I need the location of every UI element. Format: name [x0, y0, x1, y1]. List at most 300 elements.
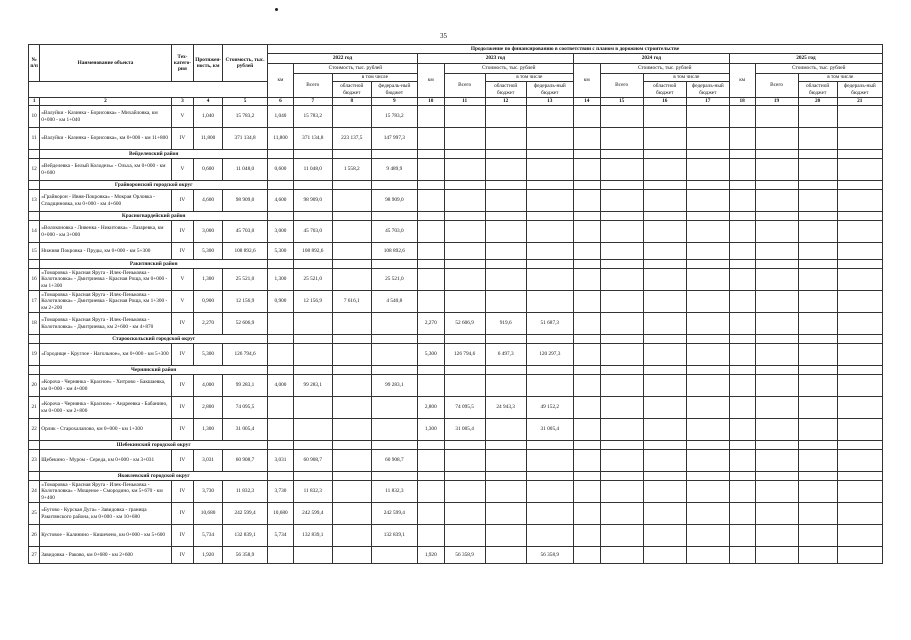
table-row [29, 159, 883, 181]
empty-cell [755, 159, 798, 181]
empty-cell [526, 212, 573, 221]
empty-cell [686, 344, 729, 366]
year-2023-value [417, 221, 444, 243]
empty-cell [600, 397, 643, 419]
empty-cell [686, 128, 729, 150]
header-including: в том числе [643, 74, 729, 82]
year-2022-value [332, 375, 371, 397]
empty-cell [485, 335, 526, 344]
empty-cell [798, 128, 837, 150]
header-no: № п/п [29, 45, 40, 82]
year-2022-value [371, 547, 417, 564]
year-2023-value [485, 159, 526, 181]
empty-cell [268, 335, 294, 344]
empty-cell [573, 212, 600, 221]
header-cost-sub: Стоимость, тыс. рублей [293, 64, 417, 74]
empty-cell [755, 190, 798, 212]
year-2023-value [526, 291, 573, 313]
total-cost: 15 783,2 [222, 106, 267, 128]
column-number: 2 [40, 98, 171, 106]
total-cost: 74 095,5 [222, 397, 267, 419]
empty-cell [729, 419, 755, 441]
tech-category: V [171, 159, 194, 181]
empty-cell [755, 221, 798, 243]
empty-cell [526, 366, 573, 375]
year-2022-value: 9 489,9 [371, 159, 417, 181]
empty-cell [268, 150, 294, 159]
year-2022-value: 11 832,3 [293, 481, 332, 503]
empty-cell [268, 212, 294, 221]
empty-cell [643, 450, 686, 472]
empty-cell [600, 159, 643, 181]
year-2023-value [485, 547, 526, 564]
table-row [29, 419, 883, 441]
header-cost-sub: Стоимость, тыс. рублей [755, 64, 882, 74]
empty-cell [643, 212, 686, 221]
empty-cell [371, 441, 417, 450]
empty-cell [798, 503, 837, 525]
object-name: Орлик - Старохалапово, км 0+000 - км 1+300 [40, 419, 171, 441]
empty-cell [686, 525, 729, 547]
section-title: Вейделевский район [40, 150, 268, 159]
empty-cell [29, 335, 40, 344]
year-2022-value: 223 137,5 [332, 128, 371, 150]
tech-category: V [171, 269, 194, 291]
row-number: 25 [29, 503, 40, 525]
year-2022-value: 60 908,7 [293, 450, 332, 472]
year-2023-value: 31 005,4 [444, 419, 485, 441]
year-2023-value [526, 243, 573, 260]
empty-cell [573, 335, 600, 344]
empty-cell [371, 181, 417, 190]
empty-cell [417, 366, 444, 375]
empty-cell [729, 375, 755, 397]
year-2023-value [444, 190, 485, 212]
empty-cell [837, 181, 882, 190]
year-2023-value [444, 159, 485, 181]
empty-cell [755, 269, 798, 291]
year-2023-value [444, 481, 485, 503]
empty-cell [643, 181, 686, 190]
tech-category: IV [171, 375, 194, 397]
empty-cell [837, 547, 882, 564]
empty-cell [837, 128, 882, 150]
empty-cell [643, 106, 686, 128]
year-2023-value [526, 221, 573, 243]
empty-cell [729, 366, 755, 375]
empty-cell [600, 375, 643, 397]
section-row [29, 472, 883, 481]
table-row [29, 190, 883, 212]
empty-cell [573, 291, 600, 313]
column-number: 14 [573, 98, 600, 106]
object-name: «Короча - Чернянка - Красное» - Андреевка - Бабанино, км 0+000 - км 2+800 [40, 397, 171, 419]
empty-cell [600, 419, 643, 441]
empty-cell [729, 525, 755, 547]
header-federal: федераль-ный бюджет [686, 82, 729, 98]
empty-cell [837, 450, 882, 472]
header-year-2025: 2025 год [729, 54, 882, 64]
empty-cell [686, 419, 729, 441]
empty-cell [837, 525, 882, 547]
empty-cell [798, 419, 837, 441]
empty-cell [29, 366, 40, 375]
year-2023-value [485, 419, 526, 441]
empty-cell [755, 397, 798, 419]
empty-cell [643, 481, 686, 503]
year-2022-value: 0,600 [268, 159, 294, 181]
empty-cell [417, 181, 444, 190]
empty-cell [837, 150, 882, 159]
year-2023-value: 51 687,3 [526, 313, 573, 335]
year-2022-value: 3,031 [268, 450, 294, 472]
empty-cell [293, 181, 332, 190]
empty-cell [29, 472, 40, 481]
row-number: 20 [29, 375, 40, 397]
empty-cell [526, 472, 573, 481]
empty-cell [686, 450, 729, 472]
table-row [29, 291, 883, 313]
empty-cell [755, 419, 798, 441]
tech-category: IV [171, 243, 194, 260]
tech-category: V [171, 291, 194, 313]
header-cost: Стоимость, тыс. рублей [222, 45, 267, 82]
empty-cell [686, 366, 729, 375]
empty-cell [29, 150, 40, 159]
empty-cell [526, 441, 573, 450]
empty-cell [798, 344, 837, 366]
header-km: км [573, 64, 600, 98]
year-2022-value [332, 503, 371, 525]
year-2022-value [268, 313, 294, 335]
empty-cell [643, 291, 686, 313]
header-federal: федераль-ный бюджет [371, 82, 417, 98]
empty-cell [417, 260, 444, 269]
empty-cell [837, 481, 882, 503]
empty-cell [837, 269, 882, 291]
year-2022-value [293, 344, 332, 366]
empty-cell [686, 503, 729, 525]
header-regional: областной бюджет [485, 82, 526, 98]
header-total: Всего [600, 74, 643, 98]
empty-cell [526, 150, 573, 159]
year-2023-value: 1,920 [417, 547, 444, 564]
empty-cell [600, 212, 643, 221]
table-row [29, 344, 883, 366]
header-km: км [268, 64, 294, 98]
year-2022-value: 1,300 [268, 269, 294, 291]
column-number: 19 [755, 98, 798, 106]
year-2023-value [526, 269, 573, 291]
empty-cell [332, 181, 371, 190]
length-km: 10,680 [194, 503, 223, 525]
empty-cell [29, 181, 40, 190]
year-2022-value: 1 558,2 [332, 159, 371, 181]
year-2023-value [485, 190, 526, 212]
year-2023-value [417, 106, 444, 128]
section-row [29, 441, 883, 450]
year-2023-value [417, 291, 444, 313]
empty-cell [729, 344, 755, 366]
empty-cell [485, 472, 526, 481]
empty-cell [332, 335, 371, 344]
empty-cell [600, 441, 643, 450]
section-row [29, 335, 883, 344]
year-2023-value [526, 503, 573, 525]
empty-cell [755, 243, 798, 260]
empty-cell [600, 291, 643, 313]
empty-cell [600, 150, 643, 159]
year-2022-value: 5,734 [268, 525, 294, 547]
empty-cell [444, 260, 485, 269]
column-number: 12 [485, 98, 526, 106]
header-cost-sub: Стоимость, тыс. рублей [444, 64, 573, 74]
empty-cell [485, 212, 526, 221]
section-row [29, 150, 883, 159]
year-2023-value [526, 128, 573, 150]
table-row [29, 547, 883, 564]
empty-cell [798, 269, 837, 291]
total-cost: 25 521,0 [222, 269, 267, 291]
year-2022-value [332, 269, 371, 291]
empty-cell [417, 150, 444, 159]
empty-cell [798, 397, 837, 419]
year-2022-value: 45 703,0 [293, 221, 332, 243]
empty-cell [293, 212, 332, 221]
year-2023-value [444, 243, 485, 260]
tech-category: IV [171, 128, 194, 150]
page-number: 35 [440, 32, 447, 40]
empty-cell [755, 128, 798, 150]
year-2022-value: 11 832,3 [371, 481, 417, 503]
empty-cell [573, 450, 600, 472]
tech-category: IV [171, 450, 194, 472]
empty-cell [729, 181, 755, 190]
total-cost: 99 283,1 [222, 375, 267, 397]
empty-cell [729, 150, 755, 159]
year-2023-value: 56 358,9 [526, 547, 573, 564]
empty-cell [485, 150, 526, 159]
length-km: 3,031 [194, 450, 223, 472]
empty-cell [332, 260, 371, 269]
empty-cell [686, 472, 729, 481]
year-2022-value [332, 450, 371, 472]
empty-cell [485, 181, 526, 190]
empty-cell [729, 503, 755, 525]
tech-category: IV [171, 190, 194, 212]
empty-cell [573, 344, 600, 366]
tech-category: IV [171, 481, 194, 503]
empty-cell [729, 106, 755, 128]
length-km: 5,300 [194, 243, 223, 260]
year-2023-value [526, 159, 573, 181]
length-km: 5,734 [194, 525, 223, 547]
year-2022-value: 0,900 [268, 291, 294, 313]
total-cost: 60 908,7 [222, 450, 267, 472]
year-2023-value [485, 221, 526, 243]
tech-category: IV [171, 221, 194, 243]
length-km: 11,800 [194, 128, 223, 150]
header-including: в том числе [332, 74, 417, 82]
year-2023-value [417, 269, 444, 291]
empty-cell [600, 344, 643, 366]
year-2022-value: 3,730 [268, 481, 294, 503]
length-km: 1,040 [194, 106, 223, 128]
row-number: 13 [29, 190, 40, 212]
column-number: 9 [371, 98, 417, 106]
empty-cell [686, 313, 729, 335]
section-title: Красногвардейский район [40, 212, 268, 221]
empty-cell [573, 397, 600, 419]
empty-cell [444, 366, 485, 375]
empty-cell [729, 481, 755, 503]
header-total: Всего [755, 74, 798, 98]
year-2023-value [444, 106, 485, 128]
empty-cell [798, 150, 837, 159]
empty-cell [755, 150, 798, 159]
empty-cell [798, 375, 837, 397]
empty-cell [371, 260, 417, 269]
empty-cell [798, 221, 837, 243]
tech-category: IV [171, 344, 194, 366]
empty-cell [485, 366, 526, 375]
year-2022-value: 10,680 [268, 503, 294, 525]
section-row [29, 181, 883, 190]
length-km: 1,920 [194, 547, 223, 564]
year-2022-value: 99 283,1 [371, 375, 417, 397]
empty-cell [332, 366, 371, 375]
empty-cell [798, 243, 837, 260]
year-2023-value [485, 128, 526, 150]
empty-cell [755, 441, 798, 450]
empty-cell [268, 366, 294, 375]
empty-cell [485, 260, 526, 269]
row-number: 16 [29, 269, 40, 291]
year-2022-value [293, 397, 332, 419]
object-name: Завидовка - Раково, км 0+680 - км 2+600 [40, 547, 171, 564]
empty-cell [798, 106, 837, 128]
empty-cell [600, 243, 643, 260]
empty-cell [837, 472, 882, 481]
column-number: 5 [222, 98, 267, 106]
financing-table [28, 44, 883, 564]
empty-cell [573, 159, 600, 181]
row-number: 15 [29, 243, 40, 260]
object-name: Нижняя Покровка - Пруды, км 0+000 - км 5+300 [40, 243, 171, 260]
empty-cell [729, 313, 755, 335]
empty-cell [293, 441, 332, 450]
total-cost: 31 005,4 [222, 419, 267, 441]
empty-cell [643, 525, 686, 547]
length-km: 3,730 [194, 481, 223, 503]
tech-category: IV [171, 503, 194, 525]
year-2023-value [417, 450, 444, 472]
empty-cell [686, 335, 729, 344]
empty-cell [837, 441, 882, 450]
empty-cell [798, 335, 837, 344]
empty-cell [755, 344, 798, 366]
header-name: Наименование объекта [40, 45, 171, 82]
year-2022-value [268, 419, 294, 441]
year-2023-value [485, 525, 526, 547]
empty-cell [371, 335, 417, 344]
empty-cell [755, 106, 798, 128]
year-2023-value [526, 190, 573, 212]
year-2023-value [485, 269, 526, 291]
empty-cell [643, 547, 686, 564]
empty-cell [600, 190, 643, 212]
empty-cell [600, 366, 643, 375]
section-row [29, 260, 883, 269]
table-row [29, 106, 883, 128]
total-cost: 108 892,6 [222, 243, 267, 260]
empty-cell [643, 313, 686, 335]
empty-cell [526, 181, 573, 190]
year-2022-value: 98 909,0 [293, 190, 332, 212]
year-2022-value: 242 599,4 [371, 503, 417, 525]
empty-cell [573, 260, 600, 269]
empty-cell [686, 547, 729, 564]
empty-cell [573, 375, 600, 397]
header-year-2022: 2022 год [268, 54, 418, 64]
table-row [29, 481, 883, 503]
year-2022-value [332, 190, 371, 212]
column-number: 21 [837, 98, 882, 106]
empty-cell [755, 366, 798, 375]
empty-cell [837, 106, 882, 128]
empty-cell [729, 472, 755, 481]
empty-cell [729, 397, 755, 419]
total-cost: 45 703,0 [222, 221, 267, 243]
empty-cell [444, 212, 485, 221]
length-km: 0,600 [194, 159, 223, 181]
object-name: «Городище - Круглое - Нагольное», км 0+000 - км 5+300 [40, 344, 171, 366]
empty-cell [600, 313, 643, 335]
year-2022-value: 7 616,1 [332, 291, 371, 313]
empty-cell [837, 291, 882, 313]
empty-cell [837, 397, 882, 419]
tech-category: V [171, 106, 194, 128]
empty-cell [332, 150, 371, 159]
year-2022-value [332, 243, 371, 260]
empty-cell [573, 472, 600, 481]
empty-cell [755, 472, 798, 481]
empty-cell [526, 335, 573, 344]
length-km: 1,300 [194, 419, 223, 441]
header-total: Всего [293, 74, 332, 98]
object-name: «Грайворон - Ивня-Покровка» - Мокрая Орловка - Спадщиновка, км 0+000 - км 4+600 [40, 190, 171, 212]
empty-cell [755, 450, 798, 472]
year-2023-value: 52 606,9 [444, 313, 485, 335]
header-cost-sub: Стоимость, тыс. рублей [600, 64, 729, 74]
table-row [29, 375, 883, 397]
object-name: «Томаровка - Красная Яруга - Илек-Пеньковка - Колотиловка» - Дмитриевка - Красная Роща, км 0+000 - км 1+300 [40, 269, 171, 291]
empty-cell [643, 260, 686, 269]
row-number: 27 [29, 547, 40, 564]
year-2023-value [444, 221, 485, 243]
section-title: Старооскольский городской округ [40, 335, 268, 344]
empty-cell [837, 375, 882, 397]
empty-cell [755, 335, 798, 344]
empty-cell [643, 150, 686, 159]
year-2022-value [293, 419, 332, 441]
empty-cell [268, 472, 294, 481]
empty-cell [600, 472, 643, 481]
empty-cell [729, 190, 755, 212]
empty-cell [798, 441, 837, 450]
total-cost: 52 606,9 [222, 313, 267, 335]
total-cost: 11 048,0 [222, 159, 267, 181]
